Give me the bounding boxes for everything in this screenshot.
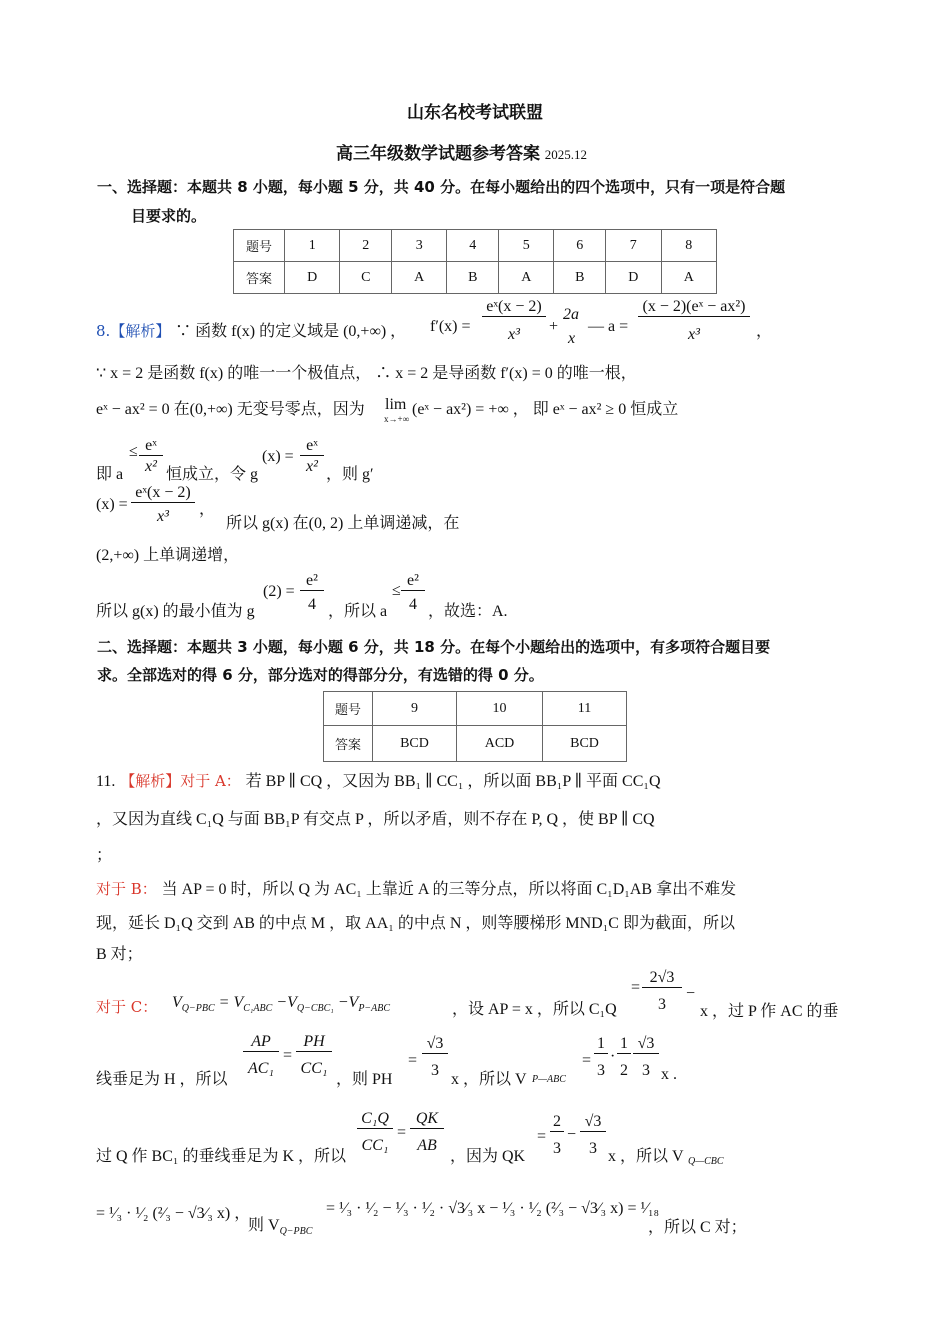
q11-b-line1	[96, 876, 736, 899]
q11-c-tag: 对于 C：	[96, 998, 158, 1016]
q11-b-line3: B 对；	[96, 946, 143, 963]
q8-min-num: e²	[300, 572, 324, 591]
exam-date: 2025.12	[544, 147, 588, 162]
frac-3: 3	[642, 1062, 650, 1079]
q8-gprime-num: eˣ(x − 2)	[131, 484, 195, 503]
frac-2: 2	[550, 1113, 564, 1132]
q11-number: 11.	[96, 773, 116, 790]
vp-sub: P—ABC	[532, 1074, 566, 1085]
q11-c-vq-pbc	[248, 1212, 312, 1237]
table-cell: 7	[606, 230, 661, 262]
table-header: 题号	[324, 692, 373, 726]
section2-heading: 二、选择题：本题共 3 小题，每小题 6 分，共 18 分。在每个小题给出的选项中，有多项符合题目要	[97, 638, 771, 656]
table-cell: A	[661, 262, 717, 294]
frac-cc1: CC₁	[300, 1060, 328, 1077]
q11-b-line2: 现，延长 D₁Q 交到 AB 的中点 M ，取 AA₁ 的中点 N ，则等腰梯形 MND₁C 即为截面，所以	[96, 915, 735, 932]
table-cell: BCD	[543, 726, 627, 762]
v-sub: P−ABC	[358, 1003, 391, 1015]
q8-frac-den: x²	[145, 458, 157, 475]
table-row	[324, 692, 627, 726]
q8-tag: 【解析】	[110, 322, 171, 340]
q8-min-den: 4	[308, 596, 316, 613]
q8-frac1-num: eˣ(x − 2)	[482, 298, 546, 317]
table-cell: ACD	[456, 726, 542, 762]
table-cell: 6	[554, 230, 606, 262]
v-symbol: −V	[337, 994, 359, 1011]
q11-b-tag: 对于 B：	[96, 880, 157, 898]
table-cell: D	[606, 262, 661, 294]
table-row	[234, 262, 717, 294]
q11-a-line1: 若 BP ∥ CQ ，又因为 BB₁ ∥ CC₁ ，所以面 BB₁P ∥ 平面 CC₁Q	[245, 773, 661, 790]
q8-let-g: 恒成立，令 g	[166, 466, 259, 483]
frac-3: 3	[553, 1140, 561, 1157]
page-title: 山东名校考试联盟	[407, 103, 543, 123]
frac-1: 1	[594, 1035, 608, 1054]
table-cell: 2	[340, 230, 392, 262]
section1-heading: 一、选择题：本题共 8 小题，每小题 5 分，共 40 分。在每小题给出的四个选项中，只有一项是符合题	[97, 178, 786, 196]
q11-c-x: x .	[661, 1066, 677, 1083]
q11-c-frac-den: 3	[658, 996, 666, 1013]
table-header: 题号	[234, 230, 285, 262]
frac-3: 3	[589, 1140, 597, 1157]
q11-c-foot: 线垂足为 H ，所以	[96, 1071, 228, 1088]
v-symbol: V	[172, 994, 182, 1011]
q8-frac1-den: x³	[508, 326, 520, 343]
q8-frac-num: eˣ	[139, 437, 163, 456]
table-row	[234, 230, 717, 262]
q8-so-a: ，所以 a	[328, 603, 388, 620]
frac-sqrt3: √3	[580, 1113, 606, 1132]
q8-comma: ，	[756, 323, 773, 340]
q11-c-frac-num: 2√3	[642, 969, 682, 988]
q8-a-text: 即 a	[96, 466, 124, 483]
table-cell: BCD	[373, 726, 457, 762]
q11-c-ph: ，则 PH	[336, 1071, 393, 1088]
q8-le2: ≤	[392, 582, 401, 599]
q8-plus: +	[549, 318, 559, 335]
table-cell: A	[499, 262, 554, 294]
table-cell: 9	[373, 692, 457, 726]
table-header: 答案	[234, 262, 285, 294]
q8-decreasing: 所以 g(x) 在(0, 2) 上单调递减，在	[226, 515, 460, 532]
q8-gx: (x) =	[262, 448, 294, 465]
vq-sub: Q—CBC	[688, 1156, 724, 1167]
q8-gprime-den: x³	[157, 508, 169, 525]
v-symbol: −V	[276, 994, 297, 1011]
q11-tag: 【解析】对于 A：	[120, 772, 241, 790]
table-cell: A	[392, 262, 447, 294]
q11-a-line2: ，又因为直线 C₁Q 与面 BB₁P 有交点 P ，所以矛盾，则不存在 P, Q ，使 BP ∥ CQ	[96, 811, 655, 828]
q8-frac2-num: eˣ	[300, 437, 324, 456]
q8-g2: (2) =	[263, 583, 295, 600]
q11-c-volume-eq	[172, 994, 390, 1014]
frac-ab: AB	[417, 1137, 437, 1154]
subtitle-text: 高三年级数学试题参考答案	[336, 144, 540, 164]
table-cell: 4	[447, 230, 499, 262]
q8-extreme-point: ∵ x = 2 是函数 f(x) 的唯一一个极值点， ∴ x = 2 是导函数 f′(x) = 0 的唯一根，	[96, 365, 637, 382]
q8-gprime: (x) =	[96, 496, 128, 513]
table-cell: 5	[499, 230, 554, 262]
q8-no-zero: eˣ − ax² = 0 在(0,+∞) 无变号零点，因为	[96, 401, 365, 418]
q8-frac2-den: x	[568, 330, 576, 347]
q11-header	[96, 768, 661, 791]
q8-a-den: 4	[409, 596, 417, 613]
table-cell: B	[554, 262, 606, 294]
q11-c-perp: x ，过 P 作 AC 的垂	[700, 1003, 839, 1020]
frac-ac1: AC₁	[247, 1060, 274, 1077]
table-cell: B	[447, 262, 499, 294]
then-v: 则 V	[248, 1217, 280, 1234]
frac-3: 3	[431, 1062, 439, 1079]
q8-increasing: (2,+∞) 上单调递增，	[96, 547, 240, 564]
q11-c-because: ，因为 QK	[450, 1148, 526, 1165]
frac-2: 2	[620, 1062, 628, 1079]
q8-lim-sub: x→+∞	[384, 414, 409, 424]
v-sub: C₁ABC	[243, 1003, 273, 1015]
page-subtitle	[336, 139, 587, 164]
table-cell: 10	[456, 692, 542, 726]
q8-frac3-num: (x − 2)(eˣ − ax²)	[638, 298, 750, 317]
frac-cc1: CC₁	[361, 1137, 389, 1154]
table-header: 答案	[324, 726, 373, 762]
frac-sqrt3: √3	[422, 1035, 448, 1054]
q8-frac3-den: x³	[688, 326, 700, 343]
q8-answer: ，故选：A.	[428, 603, 508, 620]
q11-c-qk: 过 Q 作 BC₁ 的垂线垂足为 K ，所以	[96, 1148, 347, 1165]
q8-fprime: f′(x) =	[430, 318, 471, 335]
q8-header	[96, 318, 406, 341]
q8-ineq: (eˣ − ax²) = +∞ ， 即 eˣ − ax² ≥ 0 恒成立	[412, 401, 679, 418]
q8-comma2: ，	[199, 501, 216, 518]
v-sub: Q−PBC	[181, 1003, 215, 1015]
q11-c-vq: x ，所以 V	[608, 1148, 684, 1165]
frac-sqrt3: √3	[633, 1035, 659, 1054]
frac-ph: PH	[296, 1033, 332, 1052]
answer-table-1	[233, 229, 717, 294]
q8-then-g: ，则 g′	[326, 466, 374, 483]
frac-c1q: C₁Q	[357, 1110, 393, 1129]
q8-frac2-num: 2a	[563, 306, 579, 323]
section2-heading-2: 求。全部选对的得 6 分，部分选对的得部分分，有选错的得 0 分。	[97, 666, 544, 684]
q8-number: 8.	[96, 322, 111, 340]
q8-frac2-den: x²	[306, 458, 318, 475]
q11-c-final-expr: = ¹⁄₃ · ¹⁄₂ − ¹⁄₃ · ¹⁄₂ · √3⁄₃ x − ¹⁄₃ · ¹⁄₂ (²⁄₃ − √3⁄₃ x) = ¹⁄₁₈	[326, 1200, 660, 1217]
table-row	[324, 726, 627, 762]
answer-table-2	[323, 691, 627, 762]
v-symbol: = V	[218, 994, 244, 1011]
q11-a-line3: ；	[96, 847, 113, 864]
table-cell: 3	[392, 230, 447, 262]
v-sub: Q−CBC₁	[296, 1003, 334, 1015]
frac-ap: AP	[243, 1033, 279, 1052]
table-cell: 1	[285, 230, 340, 262]
v-sub: Q−PBC	[279, 1226, 313, 1238]
q11-c-vq-value: = ¹⁄₃ · ¹⁄₂ (²⁄₃ − √3⁄₃ x) ，	[96, 1205, 251, 1222]
frac-qk: QK	[410, 1110, 444, 1129]
frac-1: 1	[617, 1035, 631, 1054]
section1-heading-2: 目要求的。	[131, 207, 207, 225]
q8-le: ≤	[129, 443, 138, 460]
q8-lim: lim	[385, 396, 407, 413]
q8-min-text: 所以 g(x) 的最小值为 g	[96, 603, 255, 620]
frac-3: 3	[597, 1062, 605, 1079]
table-cell: 11	[543, 692, 627, 726]
q8-minus: — a =	[588, 318, 629, 335]
q11-c-conclusion: ，所以 C 对；	[648, 1219, 747, 1236]
q11-c-vp: x ，所以 V	[451, 1071, 527, 1088]
q11-c-set-ap: ，设 AP = x ，所以 C₁Q	[452, 1001, 617, 1018]
table-cell: C	[340, 262, 392, 294]
q8-domain-text: ∵ 函数 f(x) 的定义域是 (0,+∞) ，	[175, 323, 407, 340]
q11-b-text: 当 AP = 0 时，所以 Q 为 AC₁ 上靠近 A 的三等分点，所以将面 C₁D₁AB 拿出不难发	[161, 881, 737, 898]
table-cell: 8	[661, 230, 717, 262]
q8-a-num: e²	[401, 572, 425, 591]
table-cell: D	[285, 262, 340, 294]
